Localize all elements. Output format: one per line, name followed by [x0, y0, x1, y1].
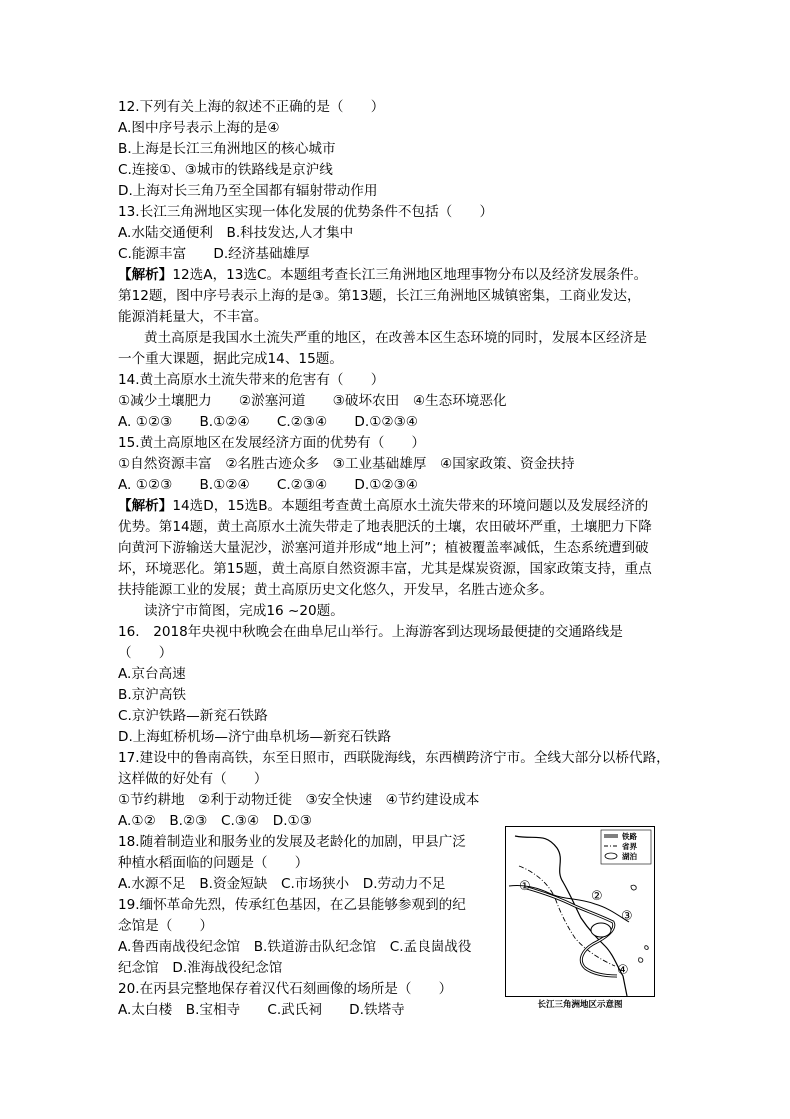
map-caption: 长江三角洲地区示意图 [537, 1000, 623, 1010]
map-marker-3: ③ [621, 909, 633, 924]
analysis-12-13-line1 [118, 265, 647, 286]
analysis-14-15-line2: 优势。第14题，黄土高原水土流失带走了地表肥沃的土壤，农田破坏严重，土壤肥力下降 [118, 519, 652, 535]
q19-stem-line1: 19.缅怀革命先烈，传承红色基因，在乙县能够参观到的纪 [118, 897, 466, 913]
q14-options: A. ①②③ B.①②④ C.②③④ D.①②③④ [118, 414, 418, 430]
q20-options: A.太白楼 B.宝相寺 C.武氏祠 D.铁塔寺 [118, 1002, 405, 1018]
q16-option-c: C.京沪铁路—新兖石铁路 [118, 708, 268, 724]
q12-option-a: A.图中序号表示上海的是④ [118, 120, 280, 136]
q12-option-c: C.连接①、③城市的铁路线是京沪线 [118, 162, 333, 178]
q13-options-cd: C.能源丰富 D.经济基础雄厚 [118, 246, 310, 262]
q13-stem: 13.长江三角洲地区实现一体化发展的优势条件不包括（ ） [118, 204, 494, 220]
q12-option-b: B.上海是长江三角洲地区的核心城市 [118, 141, 336, 157]
q19-options-line2: 纪念馆 D.淮海战役纪念馆 [118, 960, 283, 976]
q14-stem: 14.黄土高原水土流失带来的危害有（ ） [118, 372, 385, 388]
legend-province-border: 省界 [622, 842, 637, 851]
analysis-14-15-line4: 坏，环境恶化。第15题，黄土高原自然资源丰富，尤其是煤炭资源，国家政策支持，重点 [118, 561, 652, 577]
passage-loess-line1: 黄土高原是我国水土流失严重的地区，在改善本区生态环境的同时，发展本区经济是 [144, 330, 647, 346]
analysis-text: 12选A，13选C。本题组考查长江三角洲地区地理事物分布以及经济发展条件。 [172, 267, 648, 283]
q16-option-d: D.上海虹桥机场—济宁曲阜机场—新兖石铁路 [118, 729, 392, 745]
q12-stem: 12.下列有关上海的叙述不正确的是（ ） [118, 99, 385, 115]
q16-option-b: B.京沪高铁 [118, 687, 187, 703]
q18-stem-line1: 18.随着制造业和服务业的发展及老龄化的加剧，甲县广泛 [118, 834, 466, 850]
legend-lake: 湖泊 [622, 852, 637, 861]
q20-stem: 20.在丙县完整地保存着汉代石刻画像的场所是（ ） [118, 981, 453, 997]
q16-stem-line1: 16. 2018年央视中秋晚会在曲阜尼山举行。上海游客到达现场最便捷的交通路线是 [118, 624, 623, 640]
q17-stem-line1: 17.建设中的鲁南高铁，东至日照市，西联陇海线，东西横跨济宁市。全线大部分以桥代路， [118, 750, 670, 766]
q12-option-d: D.上海对长三角乃至全国都有辐射带动作用 [118, 183, 378, 199]
q15-options: A. ①②③ B.①②④ C.②③④ D.①②③④ [118, 477, 418, 493]
q17-options: A.①② B.②③ C.③④ D.①③ [118, 813, 312, 829]
analysis-14-15-line5: 扶持能源工业的发展；黄土高原历史文化悠久，开发早，名胜古迹众多。 [118, 582, 553, 598]
analysis-tag: 【解析】 [118, 498, 173, 514]
passage-loess-line2: 一个重大课题，据此完成14、15题。 [118, 351, 343, 367]
q18-options: A.水源不足 B.资金短缺 C.市场狭小 D.劳动力不足 [118, 876, 446, 892]
q17-items: ①节约耕地 ②利于动物迁徙 ③安全快速 ④节约建设成本 [118, 792, 480, 808]
q14-items: ①减少土壤肥力 ②淤塞河道 ③破坏农田 ④生态环境恶化 [118, 393, 507, 409]
q18-stem-line2: 种植水稻面临的问题是（ ） [118, 855, 309, 871]
q15-stem: 15.黄土高原地区在发展经济方面的优势有（ ） [118, 435, 426, 451]
analysis-text: 14选D，15选B。本题组考查黄土高原水土流失带来的环境问题以及发展经济的 [172, 498, 649, 514]
map-marker-2: ② [591, 889, 603, 904]
analysis-12-13-line2: 第12题，图中序号表示上海的是③。第13题，长江三角洲地区城镇密集，工商业发达， [118, 288, 641, 304]
analysis-tag: 【解析】 [118, 267, 173, 283]
yangtze-delta-map [505, 826, 655, 1016]
analysis-14-15-line1 [118, 496, 648, 517]
q15-items: ①自然资源丰富 ②名胜古迹众多 ③工业基础雄厚 ④国家政策、资金扶持 [118, 456, 575, 472]
q16-stem-line2: （ ） [118, 645, 173, 661]
map-marker-1: ① [519, 879, 531, 894]
q19-stem-line2: 念馆是（ ） [118, 918, 214, 934]
analysis-14-15-line3: 向黄河下游输送大量泥沙，淤塞河道并形成“地上河”；植被覆盖率减低，生态系统遭到破 [118, 540, 649, 556]
q17-stem-line2: 这样做的好处有（ ） [118, 771, 268, 787]
passage-jining: 读济宁市简图，完成16 ~20题。 [144, 603, 344, 619]
map-marker-4: ④ [617, 963, 629, 978]
legend-railway: 铁路 [622, 832, 637, 841]
q16-option-a: A.京台高速 [118, 666, 186, 682]
q13-options-ab: A.水陆交通便利 B.科技发达,人才集中 [118, 225, 354, 241]
analysis-12-13-line3: 能源消耗量大，不丰富。 [118, 309, 268, 325]
q19-options-line1: A.鲁西南战役纪念馆 B.铁道游击队纪念馆 C.孟良崮战役 [118, 939, 472, 955]
